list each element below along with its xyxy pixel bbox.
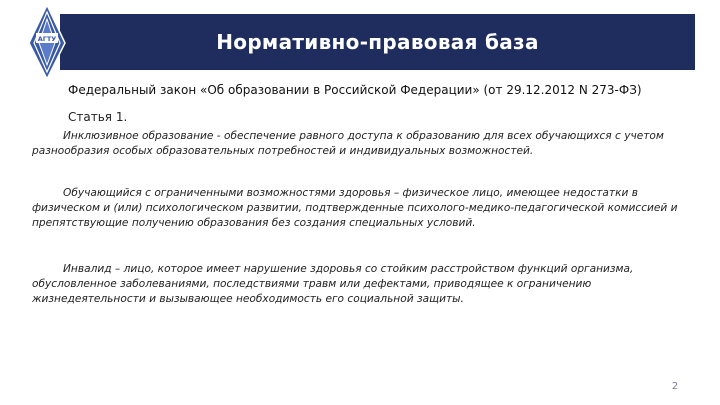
university-emblem-icon (27, 3, 67, 81)
paragraph-disabled-person: Инвалид – лицо, которое имеет нарушение здоровья со стойким расстройством функций организма, обусловленное заболеваниями, последствиями травм или дефектами, приводящее к ограничению жизнедеятельности и вызывающее необходимость его социальной защиты. (32, 263, 634, 305)
paragraph-inclusive-education: Инклюзивное образование - обеспечение равного доступа к образованию для всех обучающихся с учетом разнообразия особых образовательных потребностей и индивидуальных возможностей. (32, 130, 664, 157)
law-title: Федеральный закон «Об образовании в Российской Федерации» (от 29.12.2012 N 273-ФЗ) (68, 83, 642, 97)
page-number: 2 (671, 381, 679, 392)
article-heading: Статья 1. (68, 110, 128, 124)
page-title: Нормативно-правовая база (216, 30, 539, 54)
logo-text: АГТУ (37, 35, 57, 43)
paragraph-disabled-student: Обучающийся с ограниченными возможностями здоровья – физическое лицо, имеющее недостатки в физическом и (или) психологическом развитии, подтвержденные психолого-медико-педагогической комиссией и препятствующие получению образования без создания специальных условий. (32, 187, 678, 229)
